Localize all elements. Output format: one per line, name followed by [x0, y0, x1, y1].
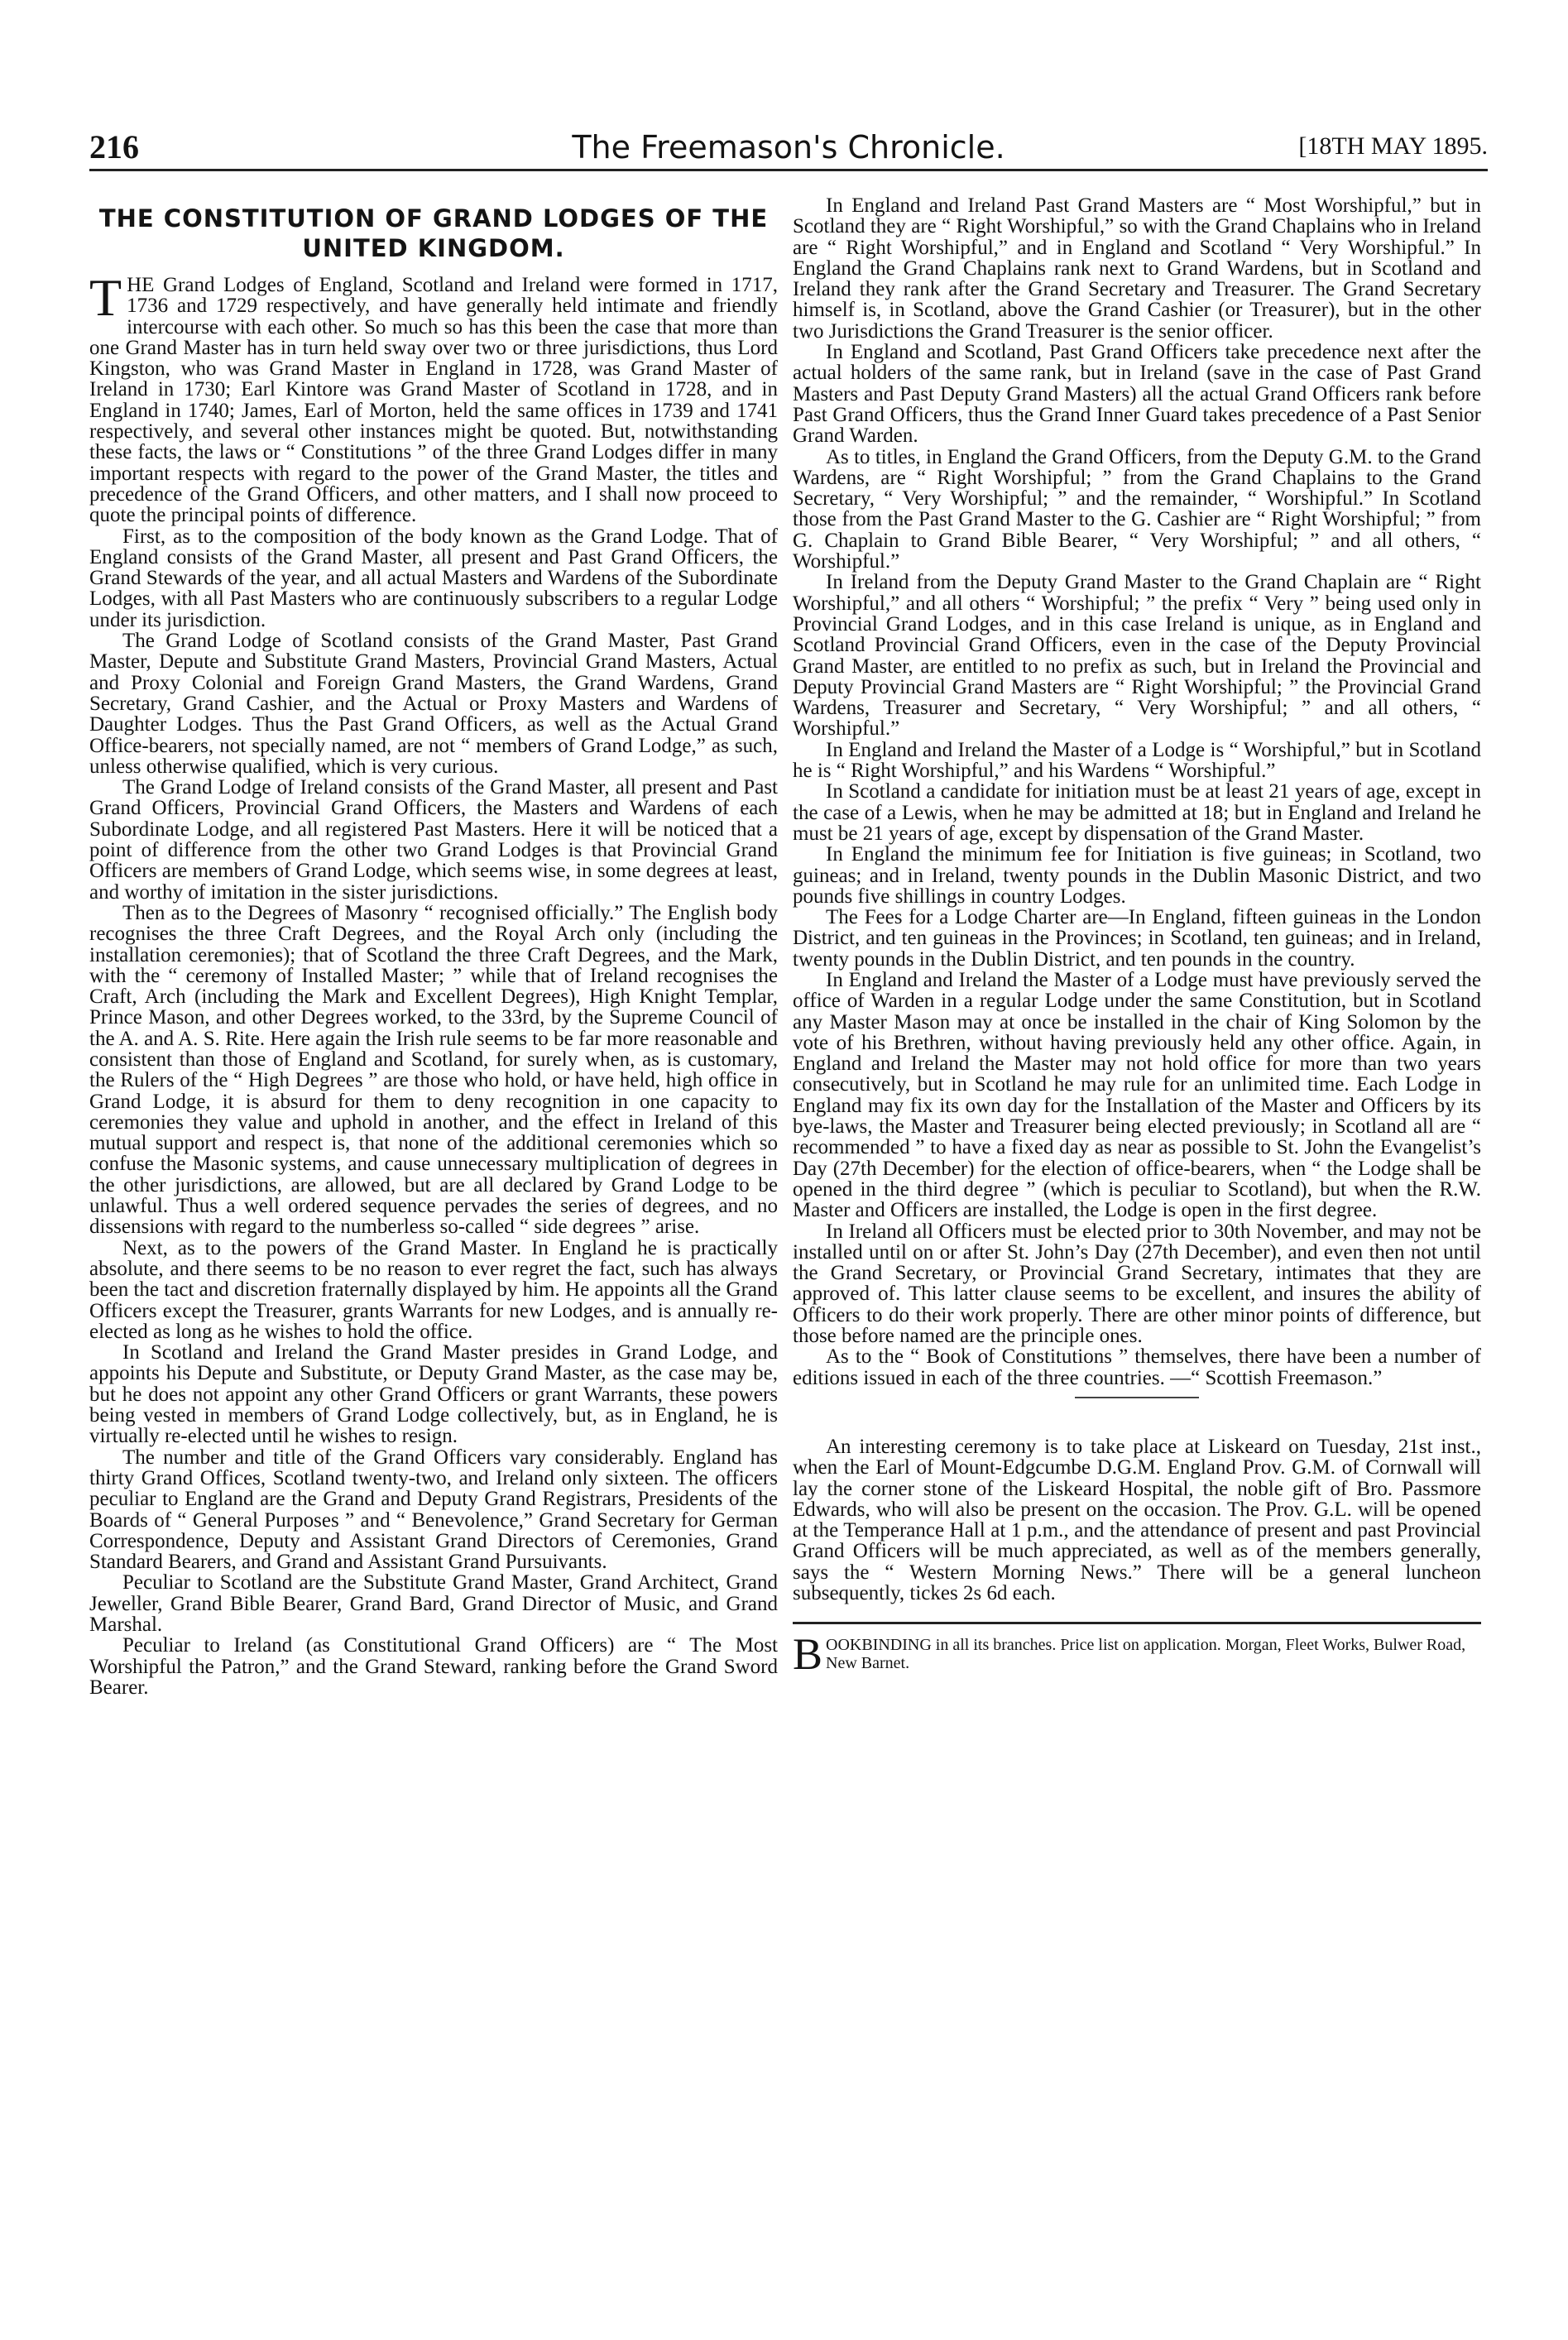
article-paragraph: THE Grand Lodges of England, Scotland and Ireland were formed in 1717, 1736 and 1729 respectively, and have generally held intimate and friendly intercourse with each other. So much so has this been the case that more than one Grand Master has in turn held sway over two or three jurisdictions, thus Lord Kingston, who was Grand Master in England in 1728, was Grand Master of Ireland in 1730; Earl Kintore was Grand Master of Scotland in 1728, and in England in 1740; James, Earl of Morton, held the same offices in 1739 and 1741 respectively, and several other instances might be quoted. But, notwithstanding these facts, the laws or “ Constitutions ” of the three Grand Lodges differ in many important respects with regard to the power of the Grand Master, the titles and precedence of the Grand Officers, and other matters, and I shall now proceed to quote the principal points of difference. — [89, 268, 778, 527]
masthead: The Freemason's Chronicle. — [572, 129, 1005, 165]
article-paragraph: Next, as to the powers of the Grand Master. In England he is practically absolute, and there seems to be no reason to ever regret the fact, such has always been the tact and discretion fraternally displayed by him. He appoints all the Grand Officers except the Treasurer, grants Warrants for new Lodges, and is annually re-elected as long as he wishes to hold the office. — [89, 1236, 778, 1343]
article-paragraph: As to titles, in England the Grand Officers, from the Deputy G.M. to the Grand Wardens, are “ Right Worshipful; ” from the Grand Chaplains to the Grand Secretary, “ Very Worshipful; ” and the remainder, “ Worshipful.” In Scotland those from the Past Grand Master to the G. Cashier are “ Right Worshipful; ” from G. Chaplain to Grand Bible Bearer, “ Very Worshipful; ” and all others, “ Worshipful.” — [793, 445, 1481, 573]
article-paragraph: In Ireland from the Deputy Grand Master to the Grand Chaplain are “ Right Worshipful,” and all others “ Worshipful; ” the prefix “ Very ” being used only in Provincial Grand Lodges, and in this case Ireland is unique, as in England and Scotland Provincial Grand Officers, even in the case of the Deputy Provincial Grand Master, are entitled to no prefix as such, but in Ireland the Provincial and Deputy Provincial Grand Masters are “ Right Worshipful; ” the Provincial Grand Wardens, Treasurer and Secretary, “ Very Worshipful; ” and all others, “ Worshipful.” — [793, 571, 1481, 741]
header-rule — [89, 169, 1488, 171]
article-paragraph: In England and Ireland the Master of a Lodge must have previously served the office of Warden in a regular Lodge under the same Constitution, but in Scotland any Master Mason may at once be installed in the chair of King Solomon by the vote of his Brethren, without having previously held any other office. Again, in England and Ireland the Master may not hold office for more than two years consecutively, but in Scotland he may rule for an unlimited time. Each Lodge in England may fix its own day for the Installation of the Master and Officers by its bye-laws, the Master and Treasurer being elected previously; in Scotland all are “ recommended ” to have a fixed day as near as possible to St. John the Evangelist’s Day (27th December) for the election of office-bearers, when “ the Lodge shall be opened in the third degree ” (which is peculiar to Scotland), but when the R.W. Master and Officers are installed, the Lodge is open in the first degree. — [793, 968, 1481, 1222]
article-paragraph: In England and Ireland Past Grand Masters are “ Most Worshipful,” but in Scotland they are “ Right Worshipful,” so with the Grand Chaplains who in Ireland are “ Right Worshipful,” and in England and Scotland “ Very Worshipful.” In England the Grand Chaplains rank next to Grand Wardens, but in Scotland and Ireland they rank after the Grand Secretary and Treasurer. The Grand Secretary himself is, in Scotland, above the Grand Cashier (or Treasurer), but in the other two Jurisdictions the Grand Treasurer is the senior officer. — [793, 194, 1481, 343]
article-paragraph: In England and Scotland, Past Grand Officers take precedence next after the actual holders of the same rank, but in Ireland (save in the case of Past Grand Masters and Past Deputy Grand Masters) all the actual Grand Officers rank before Past Grand Officers, thus the Grand Inner Guard takes precedence of a Past Senior Grand Warden. — [793, 341, 1481, 448]
advert-text: OOKBINDING in all its branches. Price list on application. Morgan, Fleet Works, Bulwer Road, New Barnet. — [826, 1636, 1466, 1673]
issue-date: [18TH MAY 1895. — [1298, 132, 1488, 160]
article-paragraph: The number and title of the Grand Officers vary considerably. England has thirty Grand Offices, Scotland twenty-two, and Ireland only sixteen. The officers peculiar to England are the Grand and Deputy Grand Registrars, Presidents of the Boards of “ General Purposes ” and “ Benevolence,” Grand Secretary for German Correspondence, Deputy and Assistant Grand Directors of Ceremonies, Grand Standard Bearers, and Grand and Assistant Grand Pursuivants. — [89, 1446, 778, 1574]
article-paragraph: The Fees for a Lodge Charter are—In England, fifteen guineas in the London District, and ten guineas in the Provinces; in Scotland, ten guineas; and in Ireland, twenty pounds in the Dublin District, and ten pounds in the country. — [793, 906, 1481, 971]
left-column — [89, 195, 778, 1698]
page-number: 216 — [89, 128, 139, 165]
article-paragraph: In Scotland and Ireland the Grand Master presides in Grand Lodge, and appoints his Depute and Substitute, or Deputy Grand Master, as the case may be, but he does not appoint any other Grand Officers or grant Warrants, these powers being vested in members of Grand Lodge collectively, but, as in England, he is virtually re-elected until he wishes to resign. — [89, 1341, 778, 1448]
article-title: THE CONSTITUTION OF GRAND LODGES OF THE UNITED KINGDOM. — [98, 204, 769, 262]
article-paragraph: The Grand Lodge of Ireland consists of the Grand Master, all present and Past Grand Officers, Provincial Grand Officers, the Masters and Wardens of each Subordinate Lodge, and all registered Past Masters. Here it will be noticed that a point of difference from the other two Grand Lodges is that Provincial Grand Officers are members of Grand Lodge, which seems wise, in some degrees at least, and worthy of imitation in the sister jurisdictions. — [89, 776, 778, 904]
article-paragraph: Peculiar to Ireland (as Constitutional Grand Officers) are “ The Most Worshipful the Patron,” and the Grand Steward, ranking before the Grand Sword Bearer. — [89, 1634, 778, 1699]
notice-paragraph: An interesting ceremony is to take place at Liskeard on Tuesday, 21st inst., when the Earl of Mount-Edgcumbe D.G.M. England Prov. G.M. of Cornwall will lay the corner stone of the Liskeard Hospital, the noble gift of Bro. Passmore Edwards, who will also be present on the occasion. The Prov. G.L. will be opened at the Temperance Hall at 1 p.m., and the attendance of present and past Provincial Grand Officers will be much appreciated, as well as of the members generally, says the “ Western Morning News.” There will be a general luncheon subsequently, tickes 2s 6d each. — [793, 1435, 1481, 1604]
article-paragraph: The Grand Lodge of Scotland consists of the Grand Master, Past Grand Master, Depute and Substitute Grand Masters, Provincial Grand Masters, Actual and Proxy Colonial and Foreign Grand Masters, the Grand Wardens, Grand Secretary, Grand Cashier, and the Actual or Proxy Masters and Wardens of Daughter Lodges. Thus the Past Grand Officers, as well as the Actual Grand Office-bearers, not specially named, are not “ members of Grand Lodge,” as such, unless otherwise qualified, which is very curious. — [89, 630, 778, 778]
section-separator — [1075, 1397, 1199, 1398]
article-paragraph: In England the minimum fee for Initiation is five guineas; in Scotland, two guineas; and in Ireland, twenty pounds in the Dublin Masonic District, and two pounds five shillings in country Lodges. — [793, 843, 1481, 908]
article-paragraph: As to the “ Book of Constitutions ” themselves, there have been a number of editions issued in each of the three countries. —“ Scottish Freemason.” — [793, 1345, 1481, 1389]
advert-initial: B — [793, 1629, 823, 1680]
article-paragraph: In England and Ireland the Master of a Lodge is “ Worshipful,” but in Scotland he is “ Right Worshipful,” and his Wardens “ Worshipful.” — [793, 738, 1481, 783]
article-paragraph: In Scotland a candidate for initiation must be at least 21 years of age, except in the case of a Lewis, when he may be admitted at 18; but in England and Ireland he must be 21 years of age, except by dispensation of the Grand Master. — [793, 780, 1481, 845]
article-paragraph: In Ireland all Officers must be elected prior to 30th November, and may not be installed until on or after St. John’s Day (27th December), and even then not until the Grand Secretary, or Provincial Grand Secretary, intimates that they are approved of. This latter clause seems to be excellent, and insures the ability of Officers to do their work properly. There are other minor points of difference, but those before named are the principle ones. — [793, 1220, 1481, 1348]
bookbinding-advert — [793, 1629, 1481, 1680]
advert-rule — [793, 1622, 1481, 1624]
article-paragraph: Peculiar to Scotland are the Substitute Grand Master, Grand Architect, Grand Jeweller, Grand Bible Bearer, Grand Bard, Grand Director of Music, and Grand Marshal. — [89, 1571, 778, 1636]
drop-cap: T — [89, 268, 122, 327]
article-paragraph: First, as to the composition of the body known as the Grand Lodge. That of England consists of the Grand Master, all present and Past Grand Officers, the Grand Stewards of the year, and all actual Masters and Wardens of the Subordinate Lodges, with all Past Masters who are continuously subscribers to a regular Lodge under its jurisdiction. — [89, 525, 778, 631]
right-column — [793, 194, 1481, 1680]
page-header — [89, 127, 1488, 170]
article-paragraph: Then as to the Degrees of Masonry “ recognised officially.” The English body recognises the three Craft Degrees, and the Royal Arch only (including the installation ceremonies); that of Scotland the three Craft Degrees, and the Mark, with the “ ceremony of Installed Master; ” while that of Ireland recognises the Craft, Arch (including the Mark and Excellent Degrees), High Knight Templar, Prince Mason, and other Degrees worked, to the 33rd, by the Supreme Council of the A. and A. S. Rite. Here again the Irish rule seems to be far more reasonable and consistent than those of England and Scotland, for surely when, as is customary, the Rulers of the “ High Degrees ” are those who hold, or have held, high office in Grand Lodge, it is absurd for them to deny recognition in one capacity to ceremonies they value and uphold in another, and the effect in Ireland of this mutual support and respect is, that none of the additional ceremonies which so confuse the Masonic systems, and cause unnecessary multiplication of degrees in the other jurisdictions, are allowed, but are all declared by Grand Lodge to be unlawful. Thus a well ordered sequence pervades the series of degrees, and no dissensions with regard to the numberless so-called “ side degrees ” arise. — [89, 901, 778, 1239]
